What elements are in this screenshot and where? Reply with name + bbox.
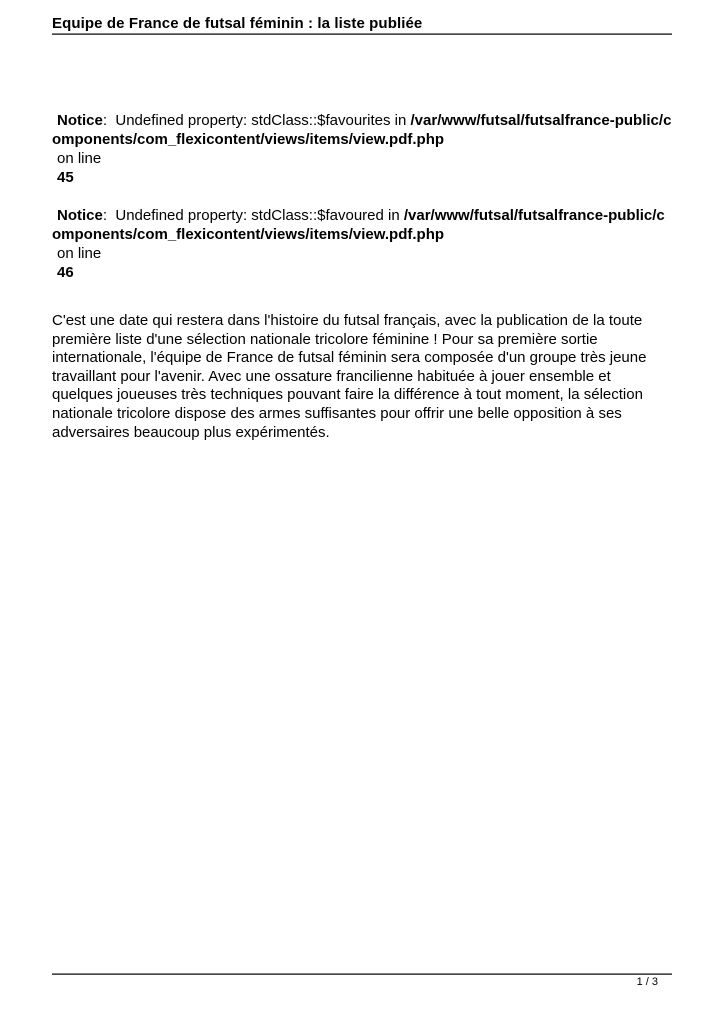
notice-message: Undefined property: stdClass::$favoured in [115, 207, 404, 224]
php-notices [52, 111, 672, 282]
php-notice-favoured [52, 206, 672, 282]
notice-on-line-label: on line [57, 245, 102, 262]
page-title: Equipe de France de futsal féminin : la liste publiée [52, 15, 423, 32]
document-footer [52, 973, 672, 989]
notice-label: Notice [57, 112, 103, 129]
notice-line-number: 45 [57, 169, 74, 186]
php-notice-favourites [52, 111, 672, 187]
notice-line-number: 46 [57, 264, 74, 281]
notice-label: Notice [57, 207, 103, 224]
page-number-indicator: 1 / 3 [636, 976, 658, 988]
notice-file-path: /var/www/futsal/futsalfrance-public/components/com_flexicontent/views/items/view.pdf.php [52, 112, 672, 148]
notice-text [52, 206, 672, 244]
notice-message: Undefined property: stdClass::$favourites in [115, 112, 411, 129]
notice-text [52, 111, 672, 149]
notice-separator: : [102, 207, 116, 224]
article-paragraph: C'est une date qui restera dans l'histoire du futsal français, avec la publication de la toute première liste d'une sélection nationale tricolore féminine ! Pour sa première sortie internationale, l'équipe de France de futsal féminin sera composée d'un groupe très jeune travaillant pour l'avenir. Avec une ossature francilienne habituée à jouer ensemble et quelques joueuses très techniques pouvant faire la différence à tout moment, la sélection nationale tricolore dispose des armes suffisantes pour offrir une belle opposition à ses adversaires beaucoup plus expérimentés. [52, 312, 647, 441]
document-header [52, 0, 672, 35]
notice-separator: : [102, 112, 116, 129]
notice-file-path: /var/www/futsal/futsalfrance-public/components/com_flexicontent/views/items/view.pdf.php [52, 207, 665, 243]
header-rule [52, 33, 672, 35]
notice-on-line-label: on line [57, 150, 102, 167]
